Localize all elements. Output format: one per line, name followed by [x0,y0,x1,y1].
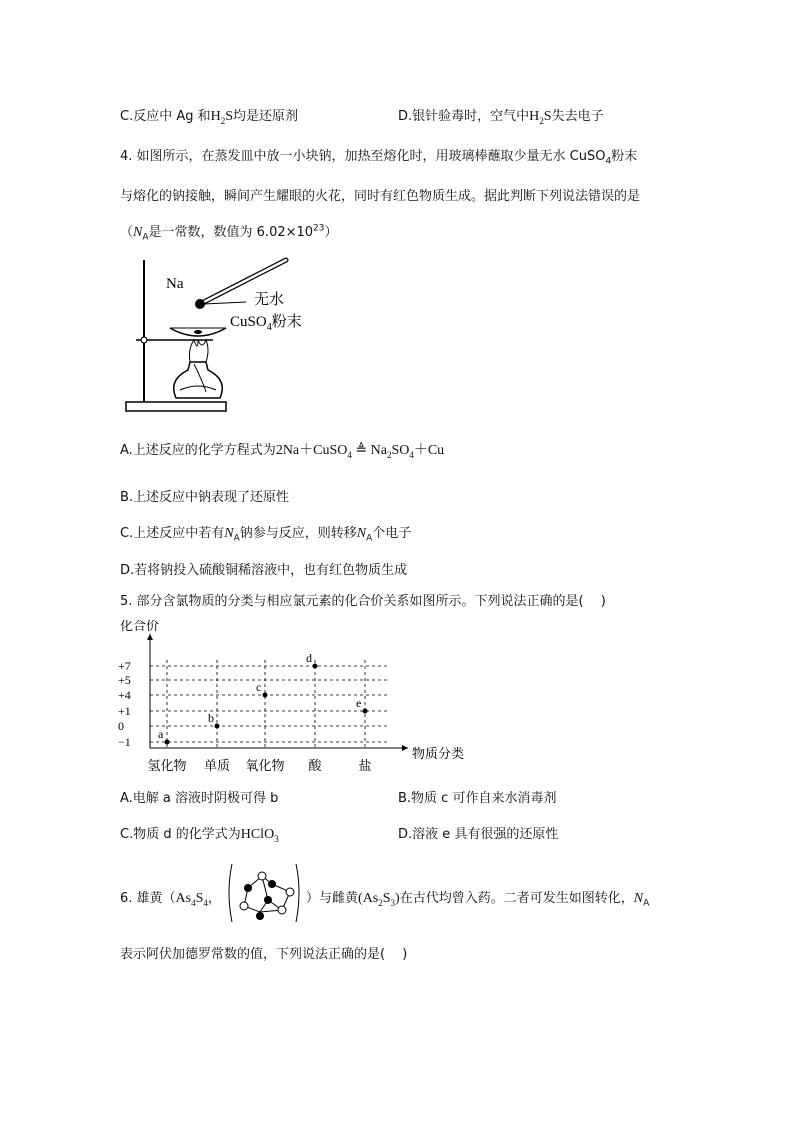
q5-option-a: A.电解 a 溶液时阴极可得 b [120,791,279,806]
y-tick-label: +7 [118,659,131,673]
y-tick-label: 0 [118,719,124,733]
y-tick-label: −1 [118,735,131,749]
q3-option-c-text: C.反应中 Ag 和 [120,109,211,124]
point-label: c [256,680,262,694]
as2s3-formula: $(As_2S_3)$ [358,891,400,908]
x-axis-arrow [402,745,408,751]
point-label: e [356,696,362,710]
q3-option-c-tail: 均是还原剂 [233,109,299,124]
q5-stem: 5. 部分含氯物质的分类与相应氯元素的化合价关系如图所示。下列说法正确的是( ) [120,594,606,609]
q3-option-d [398,108,604,126]
q5-option-c: C.物质 d 的化学式为HClO$_3$ [120,827,279,844]
data-point [215,724,220,729]
y-tick-label: +4 [118,688,131,702]
q4-option-d: D.若将钠投入硫酸铜稀溶液中，也有红色物质生成 [120,563,408,578]
as4s4-structure [224,862,304,924]
label-anhydrous: 无水 [254,292,285,308]
y-tick-label: +1 [118,704,131,718]
heat-arrow: ≜ [355,443,368,458]
q6-stem-line1: 6. 雄黄（$As_4S_4$， [120,891,221,908]
q4-option-a: A.上述反应的化学方程式为2Na＋CuSO$_4$ ≜ $Na_2SO_4+Cu$ [120,443,445,460]
y-axis-label: 化合价 [120,620,160,633]
x-tick-label: 氧化物 [245,758,285,773]
q3-option-d-text: D.银针验毒时，空气中 [398,109,530,124]
y-axis-arrow [147,634,153,640]
as4s4-formula: $As_4S_4$ [175,891,208,908]
data-point [363,709,368,714]
data-point [165,740,170,745]
q4-stem-line1: 4. 如图所示，在蒸发皿中放一小块钠，加热至熔化时，用玻璃棒蘸取少量无水 CuSO$_4$粉末 [120,149,638,167]
q6-stem-line2: 表示阿伏加德罗常数的值，下列说法正确的是( ) [120,947,408,962]
q4-stem-line2: 与熔化的钠接触，瞬间产生耀眼的火花，同时有红色物质生成。据此判断下列说法错误的是 [120,189,641,204]
label-na: Na [166,276,184,292]
x-tick-label: 单质 [203,758,231,773]
data-point [263,693,268,698]
h2s-formula: $H_2S$ [210,109,234,126]
x-tick-label: 酸 [308,758,322,773]
alcohol-lamp [174,362,223,398]
flame [190,340,209,362]
x-tick-label: 盐 [358,758,372,773]
q4-stem-line3: （$N_A$是一常数，数值为 $6.02\times 10^{23}$） [120,223,338,243]
q4-option-b: B.上述反应中钠表现了还原性 [120,490,290,505]
reaction-equation: 2Na＋CuSO$_4$ ≜ $Na_2SO_4+Cu$ [275,443,445,460]
q6-stem-line1-cont: ）与雌黄$(As_2S_3)$在古代均曾入药。二者可发生如图转化，$N_A$ [306,891,650,909]
avogadro-symbol: N [133,225,143,240]
point-label: d [306,651,312,665]
q5-option-d: D.溶液 e 具有很强的还原性 [398,827,559,842]
chlorine-valence-chart [112,620,482,780]
data-point [313,664,318,669]
label-cuso4: CuSO$_4$粉末 [230,314,302,333]
q5-option-b: B.物质 c 可作自来水消毒剂 [398,791,557,806]
x-tick-label: 氢化物 [147,758,187,773]
powder-ball [195,299,205,309]
q3-option-d-tail: 失去电子 [551,109,604,124]
apparatus-figure [118,252,328,417]
x-axis-label: 物质分类 [412,746,465,761]
q4-option-c: C.上述反应中若有$N_A$钠参与反应，则转移$N_A$个电子 [120,526,412,544]
y-tick-label: +5 [118,673,131,687]
stand-base [126,402,226,411]
hclo3-formula: HClO$_3$ [240,827,279,844]
point-label: a [158,727,164,741]
q3-option-c [120,108,298,126]
h2s-formula: $H_2S$ [529,109,552,126]
point-label: b [208,711,214,725]
